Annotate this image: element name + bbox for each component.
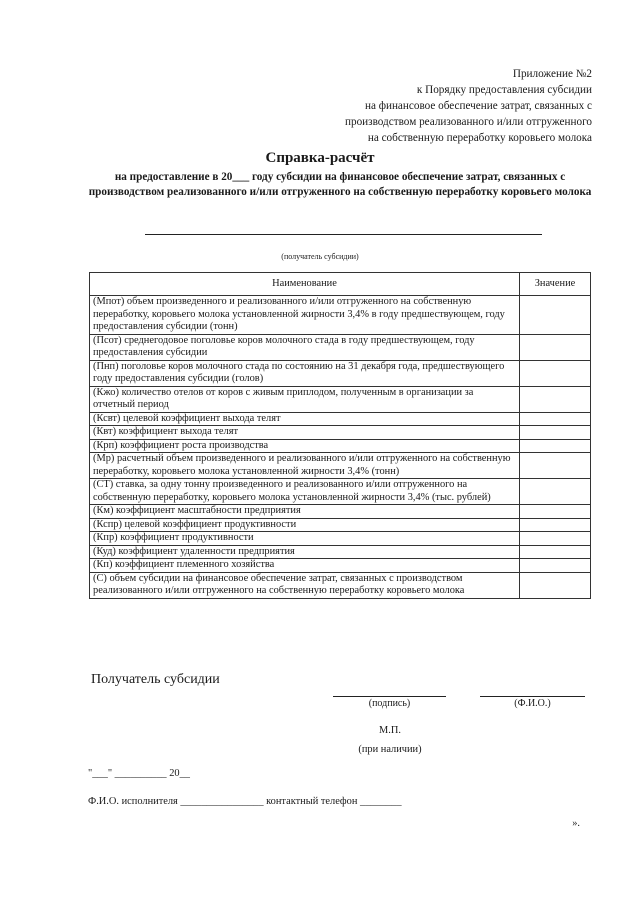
- table-row: [90, 453, 591, 479]
- date-line: "___" __________ 20__: [88, 768, 190, 779]
- table-row: [90, 360, 591, 386]
- name-fill-line: [480, 696, 585, 697]
- table-row: [90, 412, 591, 426]
- document-title: Справка-расчёт: [265, 150, 375, 166]
- row-label: (Псот) среднегодовое поголовье коров молочного стада в году предшествующем, году предоставления субсидии: [90, 334, 520, 360]
- column-header-name: Наименование: [90, 273, 520, 296]
- row-value-cell[interactable]: [520, 479, 591, 505]
- recipient-fill-line: [145, 234, 542, 235]
- row-value-cell[interactable]: [520, 296, 591, 335]
- table-row: [90, 386, 591, 412]
- name-caption: (Ф.И.О.): [514, 698, 551, 709]
- row-value-cell[interactable]: [520, 426, 591, 440]
- row-value-cell[interactable]: [520, 518, 591, 532]
- row-label: (Мпот) объем произведенного и реализованного и/или отгруженного на собственную переработку, коровьего молока установленной жирности 3,4% в году предшествующем, году предоставления субсидии (тонн): [90, 296, 520, 335]
- table-row: [90, 479, 591, 505]
- appendix-header: [345, 66, 592, 146]
- column-header-value: Значение: [520, 273, 591, 296]
- row-value-cell[interactable]: [520, 572, 591, 598]
- signature-heading: Получатель субсидии: [91, 672, 220, 687]
- appendix-number: Приложение №2: [512, 68, 592, 80]
- table-row: [90, 296, 591, 335]
- closing-mark: ».: [572, 818, 580, 829]
- row-label: (Куд) коэффициент удаленности предприятия: [90, 545, 520, 559]
- table-row: [90, 532, 591, 546]
- row-value-cell[interactable]: [520, 559, 591, 573]
- table-row: [90, 439, 591, 453]
- table-row: [90, 572, 591, 598]
- row-label: (Кпр) коэффициент продуктивности: [90, 532, 520, 546]
- row-label: (Мр) расчетный объем произведенного и реализованного и/или отгруженного на собственную переработку, коровьего молока установленной жирности 3,4% (тонн): [90, 453, 520, 479]
- row-label: (Кспр) целевой коэффициент продуктивности: [90, 518, 520, 532]
- recipient-caption: (получатель субсидии): [281, 252, 359, 261]
- table-row: [90, 559, 591, 573]
- table-row: [90, 545, 591, 559]
- document-subtitle: на предоставление в 20___ году субсидии на финансовое обеспечение затрат, связанных с производством реализованного и/или отгруженного на собственную переработку коровьего молока: [88, 171, 592, 198]
- table-header-row: [90, 273, 591, 296]
- appendix-line-3: производством реализованного и/или отгруженного: [345, 116, 592, 128]
- row-value-cell[interactable]: [520, 412, 591, 426]
- seal-note: (при наличии): [358, 744, 422, 755]
- table-row: [90, 426, 591, 440]
- table-row: [90, 518, 591, 532]
- row-value-cell[interactable]: [520, 439, 591, 453]
- row-label: (Крп) коэффициент роста производства: [90, 439, 520, 453]
- row-value-cell[interactable]: [520, 453, 591, 479]
- appendix-line-4: на собственную переработку коровьего молока: [367, 132, 592, 144]
- seal-label: М.П.: [379, 725, 401, 736]
- row-label: (Ксвт) целевой коэффициент выхода телят: [90, 412, 520, 426]
- row-value-cell[interactable]: [520, 532, 591, 546]
- appendix-line-1: к Порядку предоставления субсидии: [416, 84, 592, 96]
- row-value-cell[interactable]: [520, 360, 591, 386]
- row-label: (Кп) коэффициент племенного хозяйства: [90, 559, 520, 573]
- signature-caption: (подпись): [368, 698, 411, 709]
- signature-fill-line: [333, 696, 446, 697]
- executor-line: Ф.И.О. исполнителя ________________ контактный телефон ________: [88, 796, 402, 807]
- row-value-cell[interactable]: [520, 505, 591, 519]
- row-label: (Км) коэффициент масштабности предприятия: [90, 505, 520, 519]
- row-label: (Кжо) количество отелов от коров с живым приплодом, полученным в организации за отчетный период: [90, 386, 520, 412]
- table-row: [90, 334, 591, 360]
- row-label: (С) объем субсидии на финансовое обеспечение затрат, связанных с производством реализованного и/или отгруженного на собственную переработку коровьего молока: [90, 572, 520, 598]
- row-label: (Пнп) поголовье коров молочного стада по состоянию на 31 декабря года, предшествующего году предоставления субсидии (голов): [90, 360, 520, 386]
- row-label: (СТ) ставка, за одну тонну произведенного и реализованного и/или отгруженного на собственную переработку, коровьего молока установленной жирности 3,4% (тыс. рублей): [90, 479, 520, 505]
- row-value-cell[interactable]: [520, 334, 591, 360]
- row-value-cell[interactable]: [520, 386, 591, 412]
- row-value-cell[interactable]: [520, 545, 591, 559]
- appendix-line-2: на финансовое обеспечение затрат, связанных с: [364, 100, 592, 112]
- calculation-table: [89, 272, 591, 599]
- row-label: (Квт) коэффициент выхода телят: [90, 426, 520, 440]
- table-row: [90, 505, 591, 519]
